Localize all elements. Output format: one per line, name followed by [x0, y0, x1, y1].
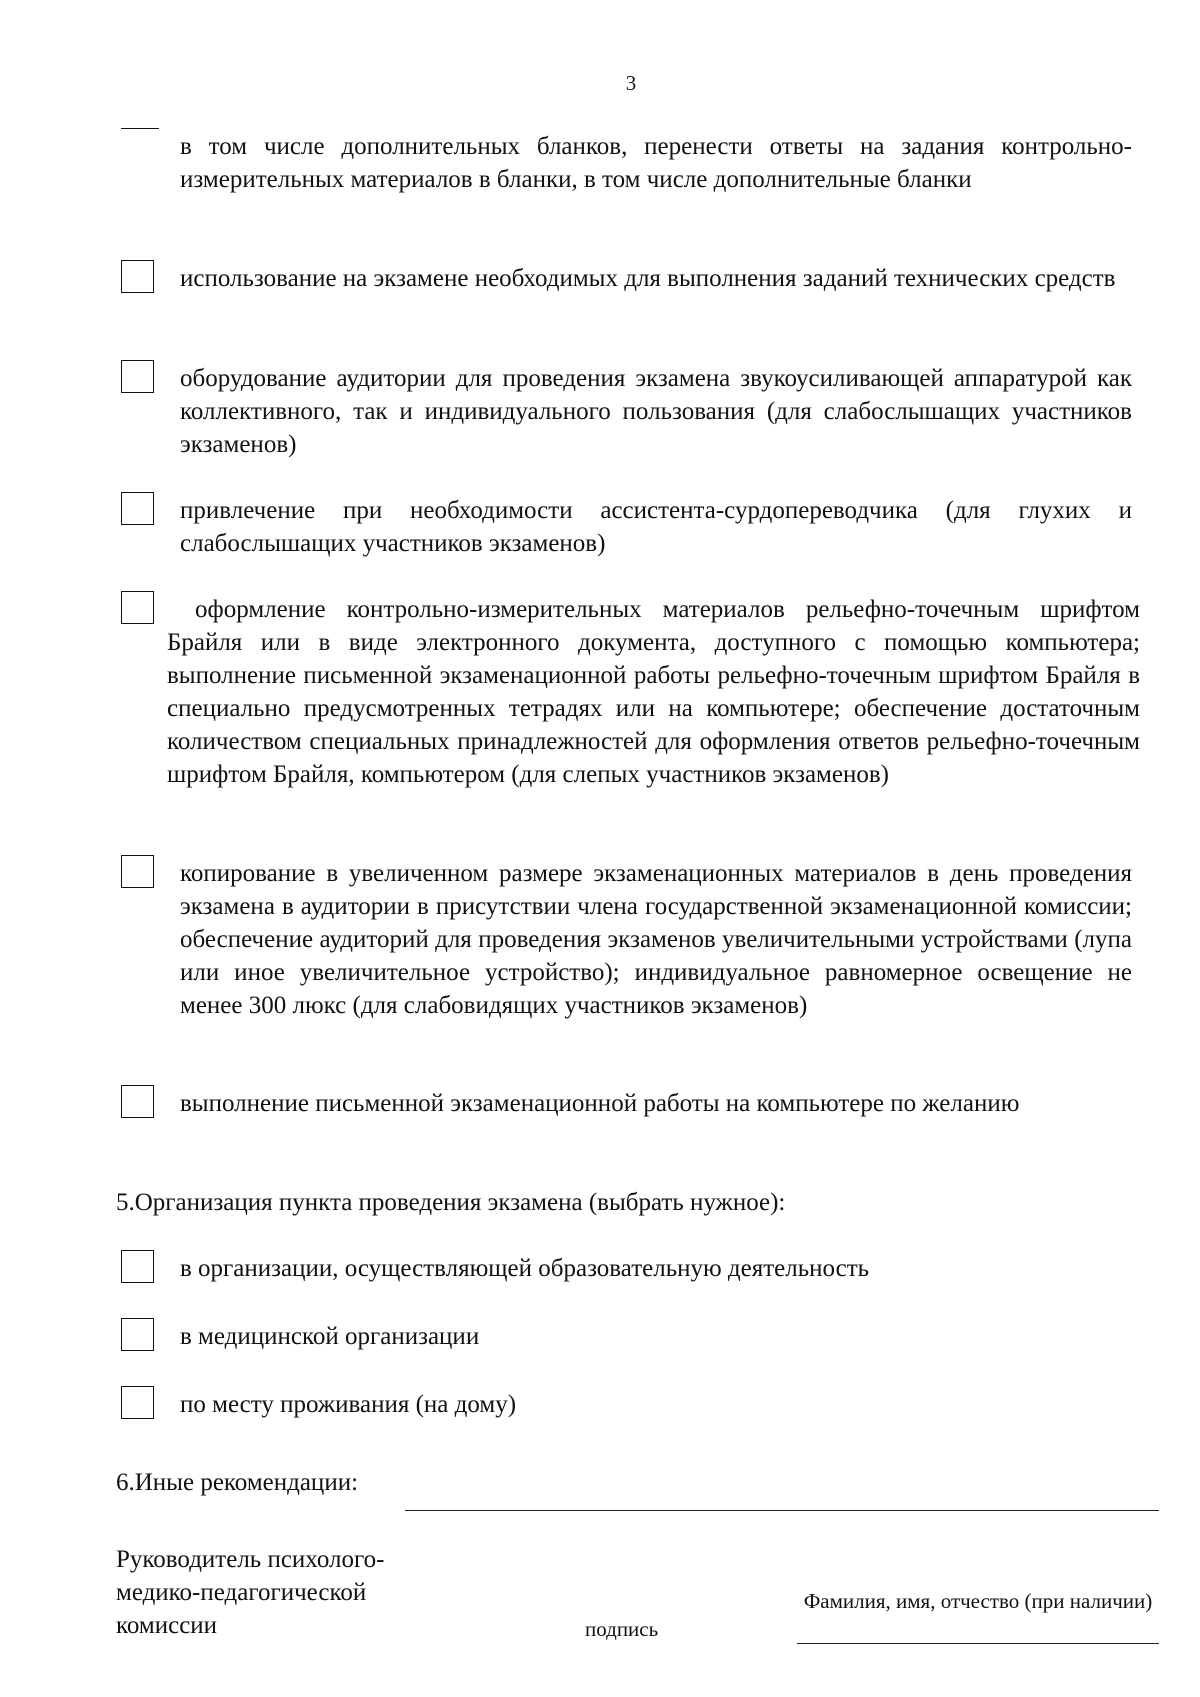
signatory-role-line-2: медико-педагогической	[116, 1579, 367, 1606]
item-text-2: оборудование аудитории для проведения экзамена звукоусиливающей аппаратурой как коллективного, так и индивидуального пользования (для слабослышащих участников экзаменов)	[180, 365, 1132, 458]
continuation-dash	[121, 128, 159, 129]
item-text-0: в том числе дополнительных бланков, перенести ответы на задания контрольно-измерительных материалов в бланки, в том числе дополнительные бланки	[180, 133, 1132, 193]
checkbox-enlarged-copy[interactable]	[121, 855, 154, 888]
checkbox-at-home[interactable]	[121, 1386, 154, 1419]
section5-option-1: в медицинской организации	[180, 1323, 480, 1350]
section5-option-0: в организации, осуществляющей образовательную деятельность	[180, 1255, 870, 1282]
full-name-label: Фамилия, имя, отчество (при наличии)	[803, 1589, 1153, 1613]
checkbox-computer[interactable]	[121, 1085, 154, 1118]
item-text-3: привлечение при необходимости ассистента-сурдопереводчика (для глухих и слабослышащих участников экзаменов)	[180, 497, 1132, 557]
section5-option-2: по месту проживания (на дому)	[180, 1391, 517, 1418]
checkbox-educational-org[interactable]	[121, 1250, 154, 1283]
item-text-4: оформление контрольно-измерительных материалов рельефно-точечным шрифтом Брайля или в виде электронного документа, доступного с помощью компьютера; выполнение письменной экзаменационной работы рельефно-точечным шрифтом Брайля в специально предусмотренных тетрадях или на компьютере; обеспечение достаточным количеством специальных принадлежностей для оформления ответов рельефно-точечным шрифтом Брайля, компьютером (для слепых участников экзаменов)	[167, 596, 1140, 788]
page-number: 3	[625, 71, 637, 95]
checkbox-sign-interpreter[interactable]	[121, 492, 154, 525]
section6-heading: 6.Иные рекомендации:	[116, 1469, 359, 1496]
other-recommendations-line[interactable]	[405, 1510, 1159, 1511]
checkbox-sound-equipment[interactable]	[121, 360, 154, 393]
full-name-line[interactable]	[797, 1643, 1159, 1644]
checkbox-braille[interactable]	[121, 591, 154, 624]
item-text-1: использование на экзамене необходимых для выполнения заданий технических средств	[180, 265, 1116, 292]
checkbox-medical-org[interactable]	[121, 1318, 154, 1351]
signatory-role-line-3: комиссии	[116, 1612, 218, 1639]
item-text-6: выполнение письменной экзаменационной работы на компьютере по желанию	[180, 1090, 1020, 1117]
signatory-role	[116, 1543, 466, 1642]
item-text-5: копирование в увеличенном размере экзаменационных материалов в день проведения экзамена в аудитории в присутствии члена государственной экзаменационной комиссии; обеспечение аудиторий для проведения экзаменов увеличительными устройствами (лупа или иное увеличительное устройство); индивидуальное равномерное освещение не менее 300 люкс (для слабовидящих участников экзаменов)	[180, 860, 1132, 1019]
checkbox-technical-means[interactable]	[121, 260, 154, 293]
signatory-role-line-1: Руководитель психолого-	[116, 1546, 385, 1573]
signature-label: подпись	[585, 1617, 659, 1641]
section5-heading: 5.Организация пункта проведения экзамена (выбрать нужное):	[116, 1189, 786, 1216]
